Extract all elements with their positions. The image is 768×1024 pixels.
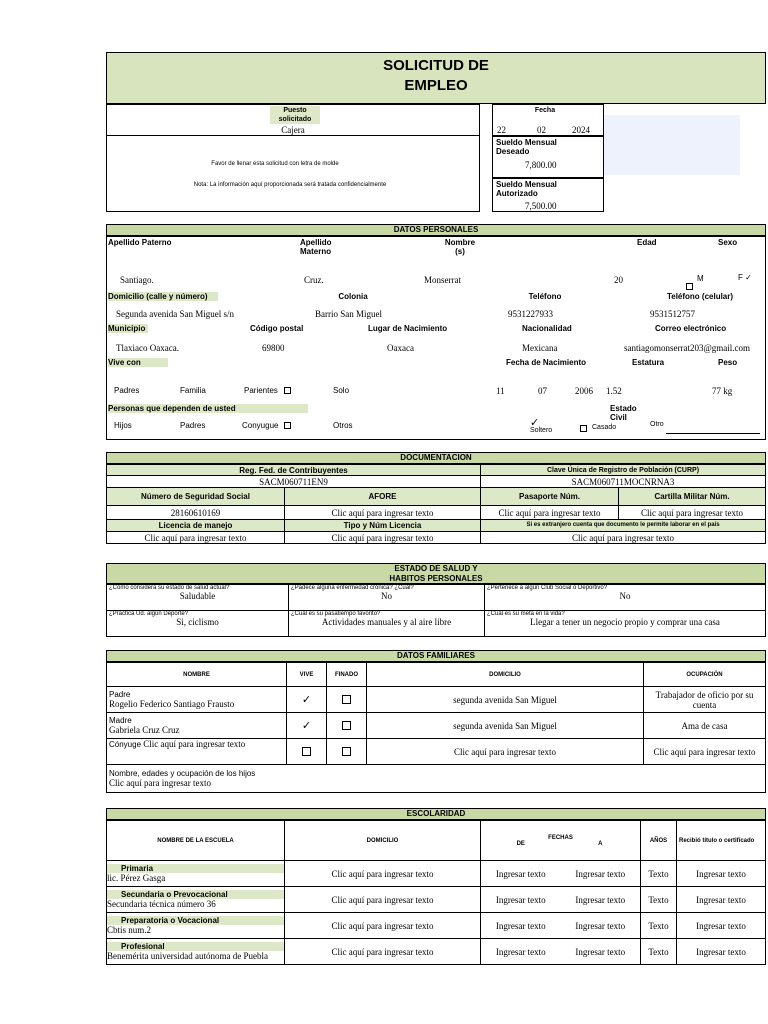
- estatura-label: Estatura: [632, 358, 665, 367]
- esc-fechas: [481, 895, 640, 905]
- salud-q1-cell: [107, 585, 289, 611]
- escuela[interactable]: Secundaria técnica número 36: [107, 899, 216, 909]
- puesto-value[interactable]: Cajera: [107, 125, 479, 136]
- esc-de[interactable]: Ingresar texto: [495, 894, 546, 905]
- civil-otro[interactable]: Otro: [650, 421, 664, 428]
- familia-row-madre: [107, 713, 766, 739]
- civil-casado[interactable]: Casado: [592, 424, 617, 431]
- fnac-dia[interactable]: 11: [496, 386, 505, 396]
- nivel: Preparatoria o Vocacional: [107, 916, 284, 925]
- esc-anos[interactable]: Texto: [641, 913, 677, 939]
- rfc-label: Reg. Fed. de Contribuyentes: [107, 465, 481, 476]
- pasaporte-value[interactable]: Clic aquí para ingresar texto: [481, 506, 619, 520]
- sexo-m-checkbox[interactable]: [686, 283, 693, 290]
- licencia-value[interactable]: Clic aquí para ingresar texto: [107, 532, 285, 544]
- finado-checkbox[interactable]: [342, 721, 351, 730]
- dependientes-label: Personas que dependen de usted: [108, 404, 308, 413]
- esc-domicilio[interactable]: Clic aquí para ingresar texto: [285, 887, 481, 913]
- fnac-label: Fecha de Nacimiento: [506, 358, 587, 367]
- esc-a[interactable]: Ingresar texto: [575, 868, 626, 879]
- section-documentacion: DOCUMENTACION: [106, 452, 766, 464]
- col-domicilio: DOMICILIO: [367, 663, 644, 687]
- familia-finado-cell: [327, 713, 367, 739]
- nota-molde: Favor de llenar esta solicitud con letra de molde: [211, 161, 339, 167]
- fnac-mes[interactable]: 07: [538, 386, 547, 396]
- extranjero-label: Si es extranjero cuenta que documento le permite laborar en el país: [481, 520, 766, 532]
- col-titulo: Recibió título o certificado: [677, 821, 766, 861]
- colonia-label: Colonia: [338, 292, 368, 301]
- ap-pat-label: Apellido Paterno: [108, 238, 172, 247]
- vive-parientes-checkbox[interactable]: [284, 387, 291, 394]
- puesto-label: Puesto solicitado: [270, 106, 320, 124]
- section-familiares: DATOS FAMILIARES: [106, 650, 766, 662]
- salud-q6-cell: [485, 611, 766, 637]
- esc-a[interactable]: Ingresar texto: [575, 946, 626, 957]
- familia-ocupacion[interactable]: Ama de casa: [644, 713, 766, 739]
- familia-finado-cell: [327, 687, 367, 713]
- familia-nombre[interactable]: Gabriela Cruz Cruz: [109, 725, 180, 735]
- peso-label: Peso: [718, 358, 738, 367]
- escuela[interactable]: lic. Pérez Gasga: [107, 873, 166, 883]
- fecha-mes[interactable]: 02: [537, 125, 546, 135]
- salud-q3: ¿Pertenece a algún Club Social o Deportivo?: [487, 585, 608, 591]
- finado-checkbox[interactable]: [342, 747, 351, 756]
- ap-mat-label: Apellido Materno: [300, 238, 332, 256]
- esc-fechas: [481, 921, 640, 931]
- fecha-dia[interactable]: 22: [497, 125, 506, 135]
- edad-label: Edad: [637, 238, 657, 247]
- correo-value[interactable]: santiagomonserrat203@gmail.com: [624, 343, 751, 353]
- estado-civil-label: Estado Civil: [610, 404, 637, 422]
- col-fechas-sub: [481, 841, 640, 847]
- familia-domicilio[interactable]: Clic aquí para ingresar texto: [367, 739, 644, 765]
- photo-placeholder: [604, 115, 740, 175]
- vive-checkbox[interactable]: [302, 747, 311, 756]
- dep-otros[interactable]: Otros: [333, 421, 353, 430]
- col-esc-domicilio: DOMICILIO: [285, 821, 481, 861]
- familia-vive-check[interactable]: ✓: [287, 713, 327, 739]
- vive-parientes[interactable]: Parientes: [244, 386, 278, 395]
- colonia-value[interactable]: Barrio San Miguel: [315, 309, 382, 319]
- esc-de[interactable]: Ingresar texto: [495, 868, 546, 879]
- familia-rel: Cónyuge: [109, 740, 142, 749]
- fecha-label: Fecha: [534, 107, 556, 114]
- nss-label: Número de Seguridad Social: [107, 488, 285, 506]
- hijos-label: Nombre, edades y ocupación de los hijos: [109, 769, 256, 778]
- sueldo-autorizado-value[interactable]: 7,500.00: [525, 201, 557, 211]
- telefono-label: Teléfono: [528, 292, 562, 301]
- celular-label: Teléfono (celular): [666, 292, 734, 301]
- esc-a[interactable]: Ingresar texto: [575, 894, 626, 905]
- municipio-label: Municipio: [108, 324, 148, 333]
- familia-vive-cell: [287, 739, 327, 765]
- salud-a4[interactable]: Si, ciclismo: [176, 617, 219, 627]
- sexo-m-label: M: [697, 274, 704, 283]
- fecha-anio[interactable]: 2024: [572, 125, 590, 135]
- vive-con-label: Vive con: [108, 358, 168, 367]
- salud-a5[interactable]: Actividades manuales y al aire libre: [321, 617, 452, 627]
- col-nombre: NOMBRE: [107, 663, 287, 687]
- ap-mat-value[interactable]: Cruz.: [304, 275, 324, 285]
- escuela[interactable]: Benemérita universidad autónoma de Puebla: [107, 951, 268, 961]
- afore-label: AFORE: [285, 488, 481, 506]
- familia-vive-check[interactable]: ✓: [287, 687, 327, 713]
- vive-padres[interactable]: Padres: [114, 386, 140, 395]
- nss-value[interactable]: 28160610169: [107, 506, 285, 520]
- escolaridad-row: [107, 913, 766, 939]
- cp-label: Código postal: [250, 324, 304, 333]
- curp-value[interactable]: SACM060711MOCNRNA3: [481, 476, 766, 488]
- dep-hijos[interactable]: Hijos: [114, 421, 132, 430]
- licencia-label: Licencia de manejo: [107, 520, 285, 532]
- telefono-value[interactable]: 9531227933: [508, 309, 553, 319]
- salud-q5-cell: [289, 611, 485, 637]
- familia-row-padre: [107, 687, 766, 713]
- familia-domicilio[interactable]: segunda avenida San Miguel: [367, 713, 644, 739]
- esc-anos[interactable]: Texto: [641, 861, 677, 887]
- col-vive: VIVE: [287, 663, 327, 687]
- salud-a6[interactable]: Llegar a tener un negocio propio y comprar una casa: [530, 617, 720, 627]
- salud-q4-cell: [107, 611, 289, 637]
- nivel: Profesional: [107, 942, 284, 951]
- soltero-check-icon: ✓: [530, 417, 540, 429]
- familia-finado-cell: [327, 739, 367, 765]
- salud-q5: ¿Cuál es su pasatiempo favorito?: [291, 611, 381, 617]
- salud-q2-cell: [289, 585, 485, 611]
- sexo-f-label[interactable]: F ✓: [738, 273, 752, 282]
- col-anos: AÑOS: [641, 821, 677, 861]
- salud-table: [106, 584, 766, 637]
- col-de: DE: [516, 840, 525, 847]
- extranjero-value[interactable]: Clic aquí para ingresar texto: [481, 532, 766, 544]
- tipo-licencia-label: Tipo y Núm Licencia: [285, 520, 481, 532]
- esc-de[interactable]: Ingresar texto: [495, 920, 546, 931]
- escuela[interactable]: Cbtis num.2: [107, 925, 152, 935]
- rfc-value[interactable]: SACM060711EN9: [107, 476, 481, 488]
- lugar-label: Lugar de Nacimiento: [368, 324, 448, 333]
- col-fechas: FECHAS: [548, 834, 573, 841]
- col-finado: FINADO: [327, 663, 367, 687]
- salud-q6: ¿Cuál es su meta en la vida?: [487, 611, 565, 617]
- sexo-label: Sexo: [718, 238, 738, 247]
- escolaridad-table: [106, 820, 766, 965]
- form-title-line2: EMPLEO: [404, 77, 468, 94]
- esc-anos[interactable]: Texto: [641, 939, 677, 965]
- nota-confidencial: Nota: La información aquí proporcionada será tratada confidencialmente: [193, 182, 387, 188]
- documentacion-table: [106, 464, 766, 544]
- section-salud: ESTADO DE SALUD Y HABITOS PERSONALES: [106, 563, 766, 584]
- vive-familia[interactable]: Familia: [180, 386, 206, 395]
- col-fechas-cell: [481, 821, 641, 861]
- esc-titulo[interactable]: Ingresar texto: [677, 913, 766, 939]
- salud-q2: ¿Padece alguna enfermedad crónica? ¿Cuál?: [291, 585, 414, 591]
- salud-a3[interactable]: No: [619, 591, 631, 601]
- title-box: [106, 52, 766, 104]
- familia-ocupacion[interactable]: Clic aquí para ingresar texto: [644, 739, 766, 765]
- section-datos-personales: DATOS PERSONALES: [106, 224, 766, 236]
- col-a: A: [598, 840, 603, 847]
- domicilio-label: Domicilio (calle y número): [108, 292, 218, 301]
- salud-q4: ¿Practica Ud. algún Deporte?: [109, 611, 189, 617]
- nivel: Secundaria o Prevocacional: [107, 890, 284, 899]
- familia-nombre[interactable]: Rogelio Federico Santiago Frausto: [109, 699, 235, 709]
- edad-value[interactable]: 20: [614, 275, 623, 285]
- familia-domicilio[interactable]: segunda avenida San Miguel: [367, 687, 644, 713]
- salud-a2[interactable]: No: [381, 591, 392, 601]
- col-escuela: NOMBRE DE LA ESCUELA: [107, 821, 285, 861]
- domicilio-value[interactable]: Segunda avenida San Miguel s/n: [116, 309, 234, 319]
- esc-domicilio[interactable]: Clic aquí para ingresar texto: [285, 861, 481, 887]
- civil-soltero[interactable]: Soltero: [530, 427, 553, 434]
- cp-value[interactable]: 69800: [262, 343, 285, 353]
- civil-otro-line: [666, 433, 760, 434]
- escolaridad-row: [107, 939, 766, 965]
- familia-nombre[interactable]: Clic aquí para ingresar texto: [143, 739, 246, 749]
- esc-fechas: [481, 947, 640, 957]
- celular-value[interactable]: 9531512757: [650, 309, 695, 319]
- lugar-value[interactable]: Oaxaca: [387, 343, 414, 353]
- esc-fechas: [481, 869, 640, 879]
- fnac-anio[interactable]: 2006: [575, 386, 593, 396]
- esc-de[interactable]: Ingresar texto: [495, 946, 546, 957]
- esc-fechas-cell: [481, 939, 641, 965]
- familia-table: [106, 662, 766, 793]
- vive-solo[interactable]: Solo: [333, 386, 350, 395]
- section-escolaridad: ESCOLARIDAD: [106, 808, 766, 820]
- tipo-licencia-value[interactable]: Clic aquí para ingresar texto: [285, 532, 481, 544]
- dep-conyugue-checkbox[interactable]: [284, 422, 291, 429]
- hijos-value[interactable]: Clic aquí para ingresar texto: [109, 778, 211, 788]
- curp-label: Clave Única de Registro de Población (CURP): [481, 465, 766, 476]
- esc-a[interactable]: Ingresar texto: [575, 920, 626, 931]
- sueldo-deseado-label: Sueldo Mensual Deseado: [496, 138, 557, 156]
- estatura-value[interactable]: 1.52: [606, 386, 622, 396]
- finado-checkbox[interactable]: [342, 695, 351, 704]
- cartilla-value[interactable]: Clic aquí para ingresar texto: [619, 506, 766, 520]
- salud-q3-cell: [485, 585, 766, 611]
- familia-rel: Madre: [109, 716, 132, 725]
- municipio-value[interactable]: Tlaxiaco Oaxaca.: [116, 343, 179, 353]
- peso-value[interactable]: 77 kg: [712, 386, 733, 396]
- pasaporte-label: Pasaporte Núm.: [481, 488, 619, 506]
- nacionalidad-value[interactable]: Mexicana: [522, 343, 558, 353]
- ap-pat-value[interactable]: Santiago.: [120, 275, 154, 285]
- form-title-line1: SOLICITUD DE: [383, 57, 489, 74]
- nombre-label: Nombre (s): [444, 238, 476, 256]
- esc-titulo[interactable]: Ingresar texto: [677, 939, 766, 965]
- nivel: Primaria: [107, 864, 284, 873]
- salud-a1[interactable]: Saludable: [179, 591, 216, 601]
- esc-fechas-cell: [481, 913, 641, 939]
- dep-conyugue[interactable]: Conyugue: [242, 421, 279, 430]
- esc-titulo[interactable]: Ingresar texto: [677, 861, 766, 887]
- esc-titulo[interactable]: Ingresar texto: [677, 887, 766, 913]
- familia-ocupacion[interactable]: Trabajador de oficio por su cuenta: [644, 687, 766, 713]
- afore-value[interactable]: Clic aquí para ingresar texto: [285, 506, 481, 520]
- sueldo-autorizado-label: Sueldo Mensual Autorizado: [496, 180, 557, 198]
- familia-row-conyuge: [107, 739, 766, 765]
- escolaridad-row: [107, 887, 766, 913]
- nacionalidad-label: Nacionalidad: [522, 324, 572, 333]
- esc-anos[interactable]: Texto: [641, 887, 677, 913]
- cartilla-label: Cartilla Militar Núm.: [619, 488, 766, 506]
- dep-padres[interactable]: Padres: [180, 421, 206, 430]
- esc-fechas-cell: [481, 887, 641, 913]
- correo-label: Correo electrónico: [655, 324, 727, 333]
- casado-checkbox[interactable]: [580, 425, 587, 432]
- sueldo-deseado-value[interactable]: 7,800.00: [525, 160, 557, 170]
- escolaridad-row: [107, 861, 766, 887]
- esc-fechas-cell: [481, 861, 641, 887]
- salud-q1: ¿Cómo considera su estado de salud actual?: [109, 585, 230, 591]
- familia-rel: Padre: [109, 690, 131, 699]
- nombre-value[interactable]: Monserrat: [424, 275, 461, 285]
- col-ocupacion: OCUPACIÓN: [644, 663, 766, 687]
- esc-domicilio[interactable]: Clic aquí para ingresar texto: [285, 939, 481, 965]
- esc-domicilio[interactable]: Clic aquí para ingresar texto: [285, 913, 481, 939]
